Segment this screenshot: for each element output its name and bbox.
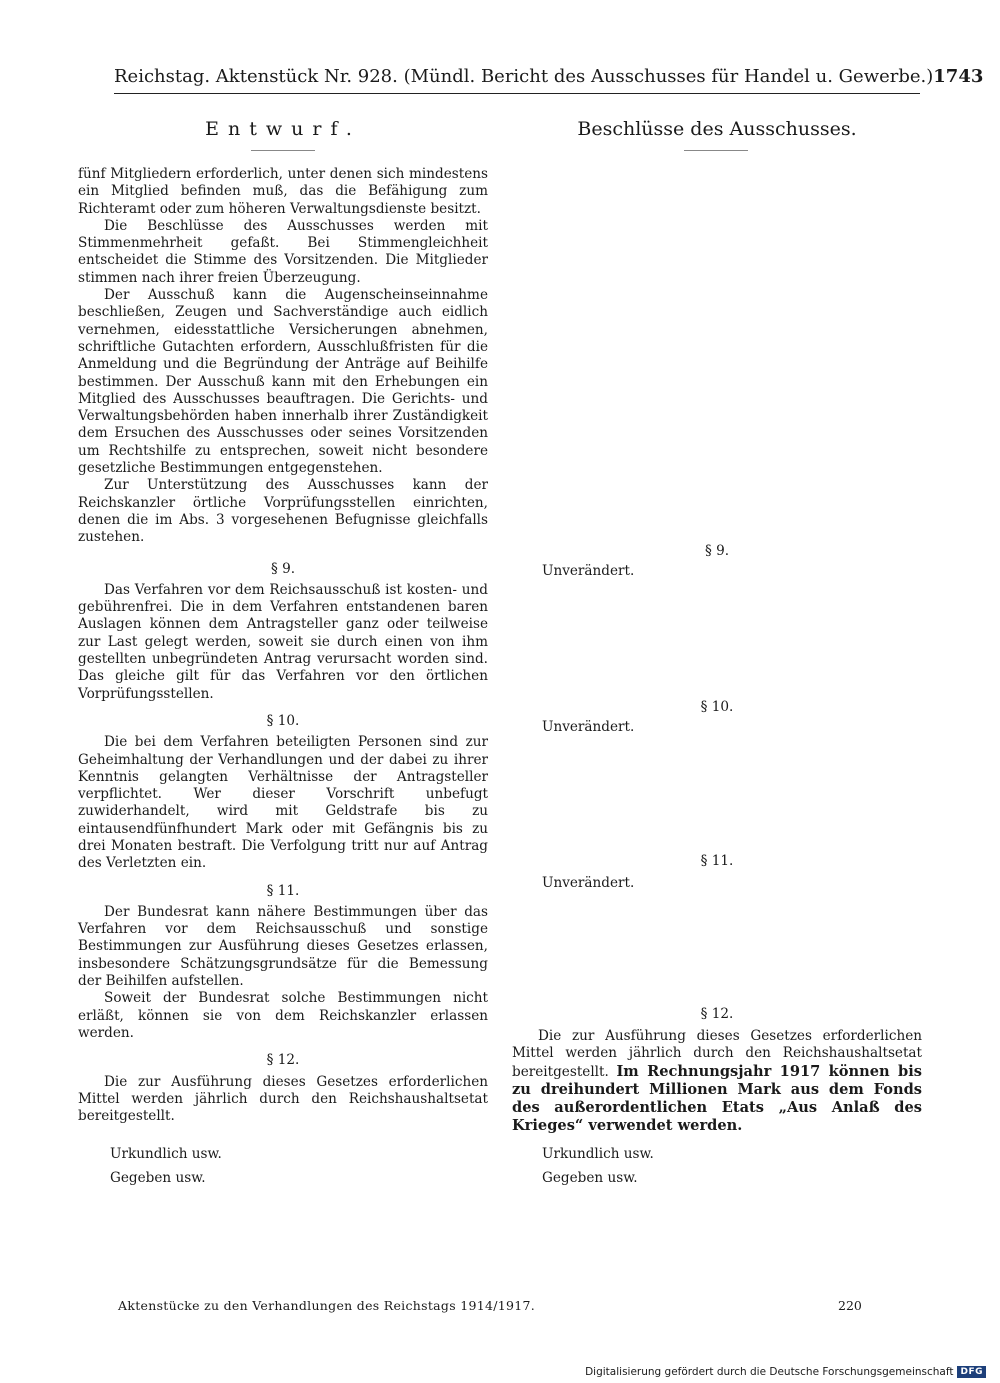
section-11-text: Der Bundesrat kann nähere Bestimmungen über das Verfahren vor dem Reichsausschuß und sonstige Bestimmungen zur Ausführung dieses Gesetzes erlassen, insbesondere Schätzungsgrundsätze für die Bemessung der Beihilfen aufstellen. (78, 903, 488, 990)
right-section-12-text (512, 1028, 922, 1136)
right-section-12-plain: Die zur Ausführung dieses Gesetzes erforderlichen Mittel werden jährlich durch den Reichshaushaltsetat bereitgestellt. (512, 1028, 922, 1080)
right-section-11-text: Unverändert. (542, 875, 635, 891)
left-title-rule (251, 150, 315, 151)
paragraph: fünf Mitgliedern erforderlich, unter denen sich mindestens ein Mitglied befinden muß, das die Befähigung zum Richteramt oder zum höheren Verwaltungsdienste besitzt. (78, 166, 488, 217)
footer-source: Aktenstücke zu den Verhandlungen des Reichstags 1914/1917. (118, 1298, 536, 1313)
credit-text: Digitalisierung gefördert durch die Deutsche Forschungsgemeinschaft (585, 1366, 954, 1378)
right-section-heading-10: § 10. (700, 699, 734, 715)
right-section-10-text: Unverändert. (542, 719, 635, 735)
right-section-heading-11: § 11. (700, 853, 734, 869)
header-rule (114, 93, 920, 94)
section-heading-10: § 10. (266, 712, 300, 729)
section-11-text-2: Soweit der Bundesrat solche Bestimmungen nicht erläßt, können sie von dem Reichskanzler erlassen werden. (78, 990, 488, 1041)
section-12-text: Die zur Ausführung dieses Gesetzes erforderlichen Mittel werden jährlich durch den Reichshaushaltsetat bereitgestellt. (78, 1073, 488, 1125)
page-number: 1743 (933, 66, 984, 87)
right-title-rule (684, 150, 748, 151)
right-section-9-text: Unverändert. (542, 563, 635, 579)
left-closing-2: Gegeben usw. (110, 1170, 206, 1186)
right-section-heading-12: § 12. (700, 1006, 734, 1022)
right-column-title: Beschlüsse des Ausschusses. (577, 118, 857, 140)
section-10-text: Die bei dem Verfahren beteiligten Personen sind zur Geheimhaltung der Verhandlungen und der dabei zu ihrer Kenntnis gelangten Verhältnisse der Antragsteller verpflichtet. Wer dieser Vorschrift unbefugt zuwiderhandelt, wird mit Geldstrafe bis zu eintausendfünfhundert Mark oder mit Gefängnis bis zu drei Monaten bestraft. Die Verfolgung tritt nur auf Antrag des Verletzten ein. (78, 734, 488, 872)
section-heading-11: § 11. (266, 882, 300, 899)
left-column (78, 166, 488, 1125)
page-header (114, 66, 984, 87)
section-heading-12: § 12. (266, 1052, 300, 1069)
right-section-heading-9: § 9. (704, 543, 730, 559)
left-column-title: Entwurf. (205, 118, 361, 140)
left-closing-1: Urkundlich usw. (110, 1146, 222, 1162)
section-heading-9: § 9. (270, 560, 296, 577)
dfg-logo-icon: DFG (957, 1366, 986, 1378)
header-title: Reichstag. Aktenstück Nr. 928. (Mündl. Bericht des Ausschusses für Handel u. Gewerbe.) (114, 66, 934, 87)
right-section-12-bold: Im Rechnungsjahr 1917 können bis zu dreihundert Millionen Mark aus dem Fonds des außerordentlichen Etats „Aus Anlaß des Krieges“ verwendet werden. (512, 1062, 922, 1135)
section-9-text: Das Verfahren vor dem Reichsausschuß ist kosten- und gebührenfrei. Die in dem Verfahren entstandenen baren Auslagen können dem Antragsteller ganz oder teilweise zur Last gelegt werden, soweit sie durch einen von ihm gestellten unbegründeten Antrag verursacht worden sind. Das gleiche gilt für das Verfahren vor den örtlichen Vorprüfungsstellen. (78, 581, 488, 702)
paragraph: Der Ausschuß kann die Augenscheinseinnahme beschließen, Zeugen und Sachverständige auch eidlich vernehmen, eidesstattliche Versicherungen abnehmen, schriftliche Gutachten erfordern, Ausschlußfristen für die Anmeldung und die Begründung der Anträge auf Beihilfe bestimmen. Der Ausschuß kann mit den Erhebungen ein Mitglied des Ausschusses beauftragen. Die Gerichts- und Verwaltungsbehörden haben innerhalb ihrer Zuständigkeit dem Ersuchen des Ausschusses oder seines Vorsitzenden um Rechtshilfe zu entsprechen, soweit nicht besondere gesetzliche Bestimmungen entgegenstehen. (78, 287, 488, 477)
digitization-credit (585, 1366, 986, 1378)
footer-sheet-number: 220 (838, 1298, 862, 1313)
paragraph: Die Beschlüsse des Ausschusses werden mit Stimmenmehrheit gefaßt. Bei Stimmengleichheit entscheidet die Stimme des Vorsitzenden. Die Mitglieder stimmen nach ihrer freien Überzeugung. (78, 217, 488, 286)
right-closing-2: Gegeben usw. (542, 1170, 638, 1186)
right-closing-1: Urkundlich usw. (542, 1146, 654, 1162)
paragraph: Zur Unterstützung des Ausschusses kann der Reichskanzler örtliche Vorprüfungsstellen einrichten, denen die im Abs. 3 vorgesehenen Befugnisse gleichfalls zustehen. (78, 477, 488, 546)
